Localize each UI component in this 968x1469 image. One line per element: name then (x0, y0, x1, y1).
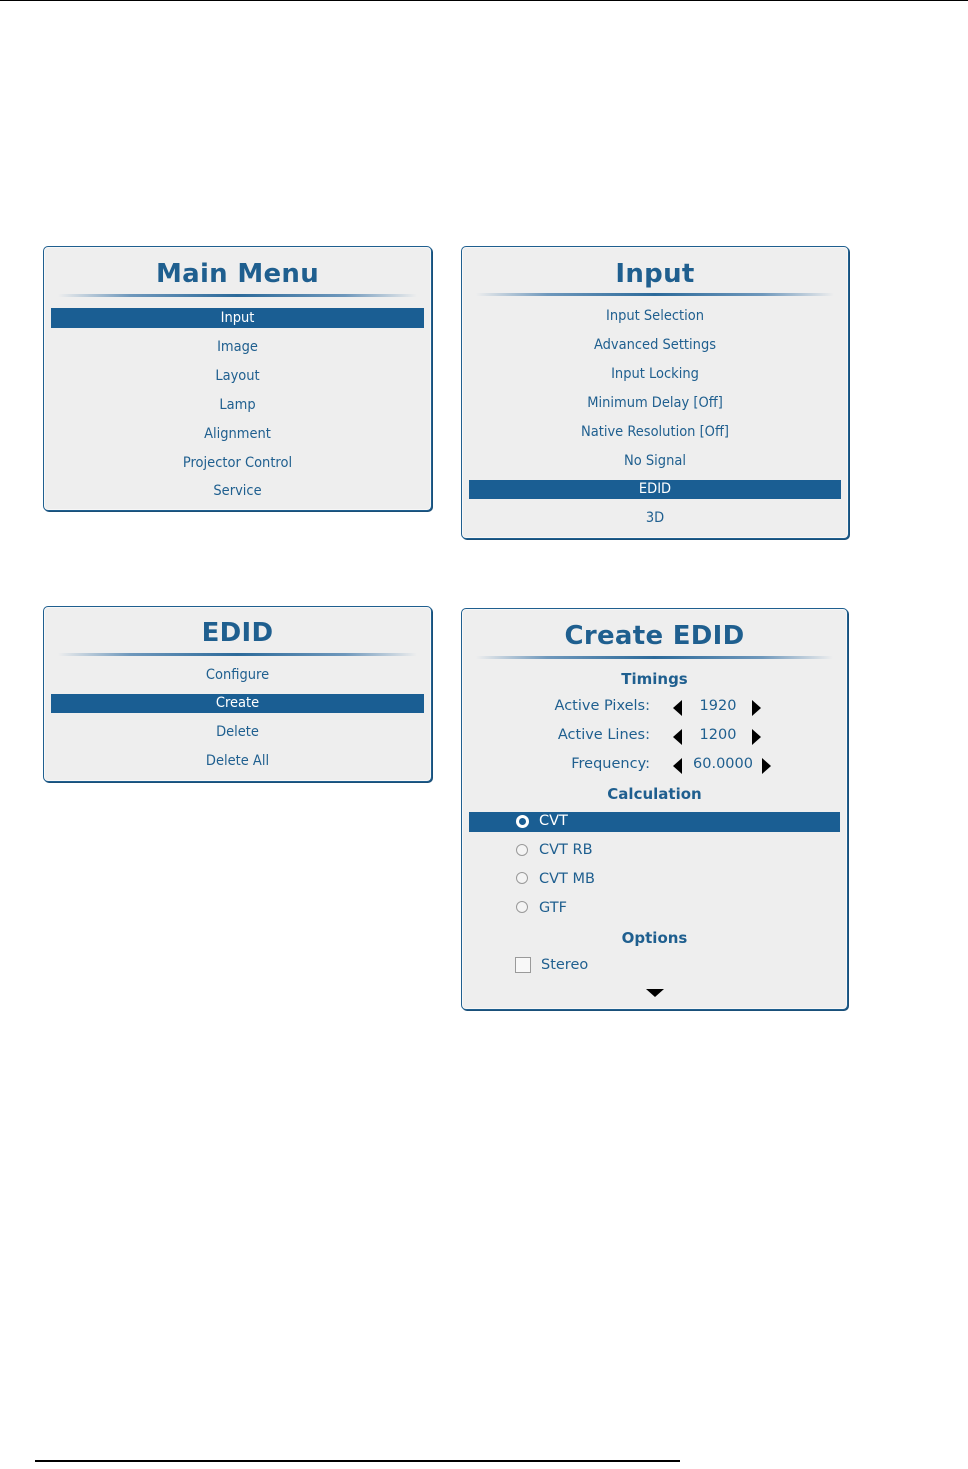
active-pixels-value[interactable]: 1920 (699, 698, 737, 714)
menu-item-lamp[interactable]: Lamp (219, 397, 256, 413)
left-triangle-icon[interactable] (673, 729, 682, 745)
frequency-value[interactable]: 60.0000 (693, 756, 753, 772)
left-triangle-icon[interactable] (673, 700, 682, 716)
menu-item-image[interactable]: Image (217, 339, 258, 355)
top-rule (0, 0, 968, 1)
timings-heading: Timings (621, 670, 688, 688)
menu-item-delete-all[interactable]: Delete All (205, 753, 270, 769)
calc-option-cvt-label: CVT (539, 813, 568, 829)
menu-item-input-locking[interactable]: Input Locking (611, 366, 699, 382)
menu-item-alignment[interactable]: Alignment (204, 426, 271, 442)
right-triangle-icon[interactable] (752, 700, 761, 716)
title-divider (58, 653, 417, 656)
calculation-heading: Calculation (607, 785, 702, 803)
main-menu-panel (43, 246, 432, 511)
menu-item-edid[interactable]: EDID (469, 480, 841, 499)
input-menu-panel (461, 246, 849, 539)
title-divider (476, 656, 833, 659)
right-triangle-icon[interactable] (762, 758, 771, 774)
menu-item-layout[interactable]: Layout (215, 368, 260, 384)
menu-item-delete[interactable]: Delete (216, 724, 259, 740)
active-lines-value[interactable]: 1200 (699, 727, 737, 743)
stereo-label: Stereo (541, 957, 589, 973)
active-lines-label: Active Lines: (557, 727, 650, 743)
bottom-rule (35, 1460, 680, 1462)
calc-option-cvt-mb-label: CVT MB (539, 871, 595, 887)
radio-gtf[interactable] (516, 901, 528, 913)
title-divider (476, 293, 834, 296)
radio-cvt-mb[interactable] (516, 872, 528, 884)
active-pixels-label: Active Pixels: (554, 698, 650, 714)
down-triangle-icon[interactable] (646, 989, 664, 997)
menu-item-input[interactable]: Input (51, 308, 424, 328)
options-heading: Options (621, 929, 688, 947)
create-edid-panel (461, 608, 848, 1010)
input-menu-title: Input (615, 259, 695, 289)
menu-item-native-resolution[interactable]: Native Resolution [Off] (580, 424, 730, 440)
menu-item-3d[interactable]: 3D (645, 510, 665, 526)
calc-option-gtf-label: GTF (539, 900, 567, 916)
stereo-checkbox[interactable] (515, 957, 531, 973)
calc-option-cvt-rb-label: CVT RB (539, 842, 593, 858)
menu-item-service[interactable]: Service (213, 483, 262, 499)
menu-item-configure[interactable]: Configure (205, 667, 270, 683)
edid-menu-panel (43, 606, 432, 782)
menu-item-create[interactable]: Create (51, 694, 424, 713)
edid-menu-title: EDID (201, 618, 274, 648)
frequency-label: Frequency: (571, 756, 650, 772)
menu-item-advanced-settings[interactable]: Advanced Settings (593, 337, 717, 353)
menu-item-input-selection[interactable]: Input Selection (605, 308, 705, 324)
radio-cvt-rb[interactable] (516, 844, 528, 856)
left-triangle-icon[interactable] (673, 758, 682, 774)
main-menu-title: Main Menu (155, 259, 320, 289)
create-edid-title: Create EDID (564, 621, 745, 651)
menu-item-minimum-delay[interactable]: Minimum Delay [Off] (587, 395, 723, 411)
menu-item-no-signal[interactable]: No Signal (624, 453, 686, 469)
right-triangle-icon[interactable] (752, 729, 761, 745)
title-divider (58, 294, 417, 297)
menu-item-projector-control[interactable]: Projector Control (182, 455, 293, 471)
radio-cvt[interactable] (516, 815, 529, 828)
